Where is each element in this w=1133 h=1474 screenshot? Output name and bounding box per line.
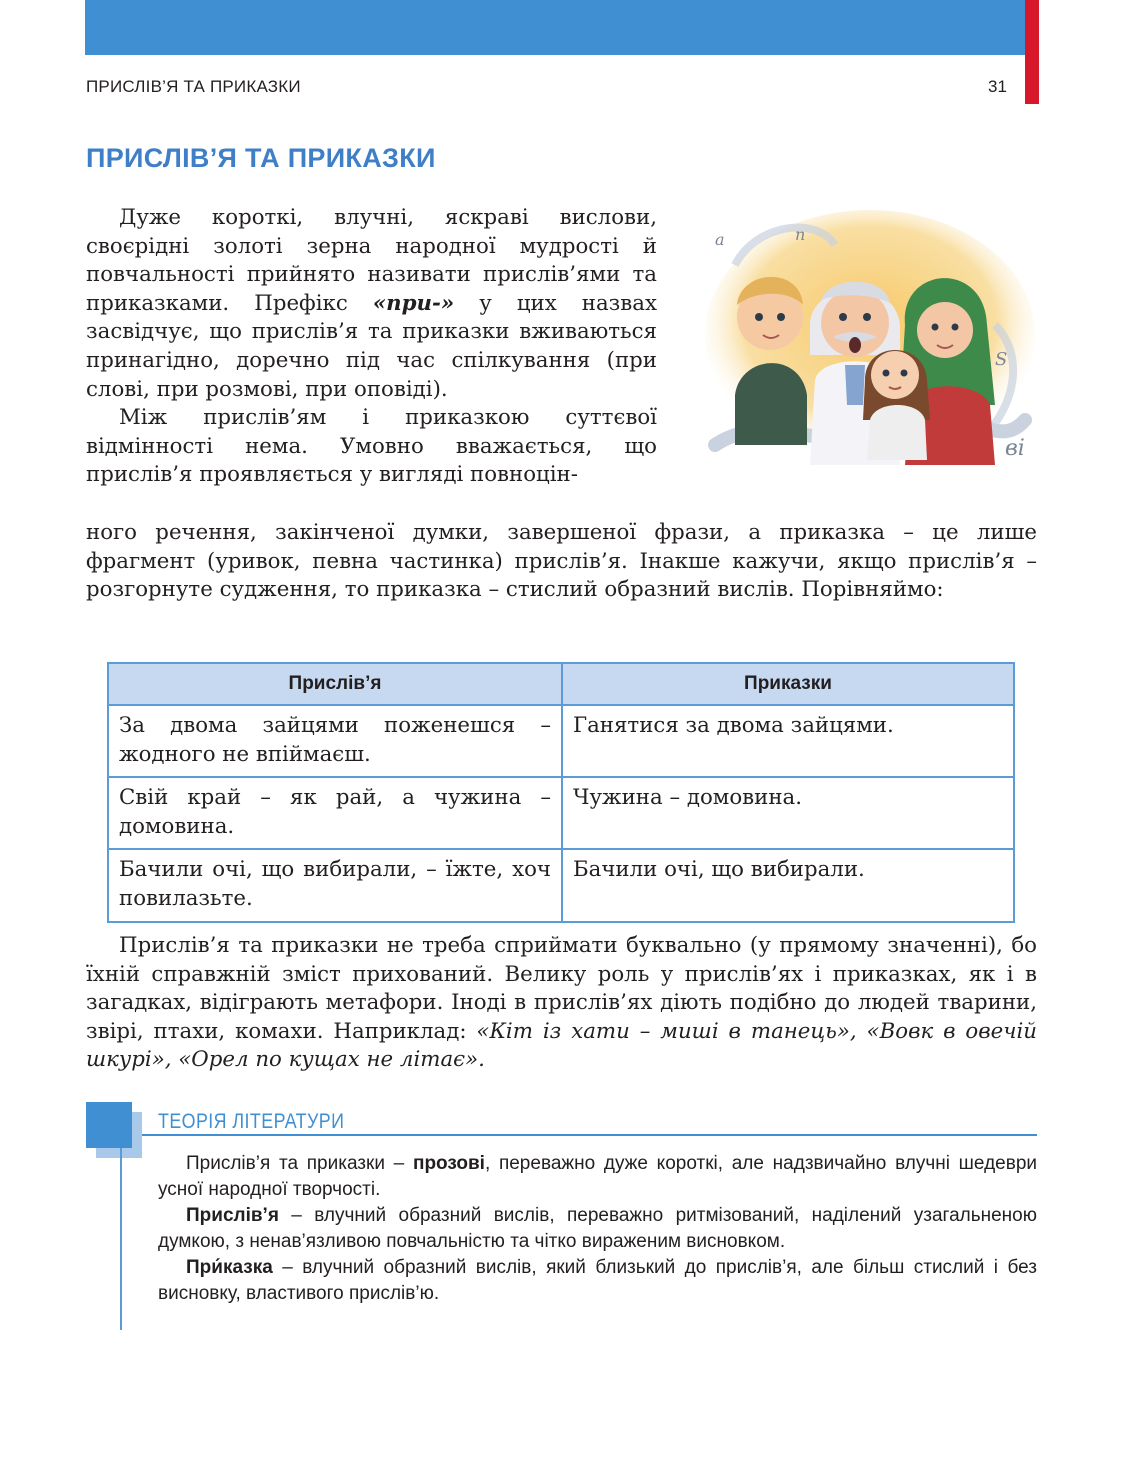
table-cell: Бачили очі, що вибирали, – їжте, хоч повилазьте. (108, 849, 562, 921)
table-cell: За двома зайцями поженешся – жодного не впіймаєш. (108, 705, 562, 777)
table-cell: Свій край – як рай, а чужина – домовина. (108, 777, 562, 849)
svg-text:п: п (795, 225, 806, 244)
intro-paragraph-2: Між прислів’ям і приказкою суттєвої відмінності нема. Умовно вважається, що прислів’я проявляється у вигляді повноцін- (86, 405, 657, 488)
page-number: 31 (988, 77, 1007, 96)
metaphor-text (86, 932, 1037, 1075)
svg-text:a: a (715, 230, 725, 249)
table-row (108, 705, 1014, 777)
term-prose: прозові (412, 1153, 485, 1174)
intro-paragraph-1: Дуже короткі, влучні, яскраві вислови, своєрідні золоті зерна народної мудрості й повчальності прийнято називати прислів’ями та приказками. Префікс «при-» у цих назвах засвідчує, що прислів’я та приказки вживаються принагідно, доречно під час спілкування (при слові, при розмові, при оповіді). (86, 205, 657, 402)
theory-marker (86, 1102, 132, 1148)
term-saying: При́казка (186, 1257, 273, 1278)
family-illustration (695, 205, 1040, 505)
table-cell: Чужина – домовина. (562, 777, 1014, 849)
running-title: ПРИСЛІВ’Я ТА ПРИКАЗКИ (86, 77, 301, 96)
prefix-term: «при-» (372, 290, 455, 316)
table-header-proverbs: Прислів’я (108, 663, 562, 705)
comparison-table (107, 662, 1015, 923)
theory-paragraph-2: Прислів’я – влучний образний вислів, переважно ритмізований, наділений узагальненою думкою, з ненав’язливою повчальністю та чітко вираженим висновком. (158, 1205, 1037, 1252)
table-header-sayings: Приказки (562, 663, 1014, 705)
metaphor-paragraph: Прислів’я та приказки не треба сприймати буквально (у прямому значенні), бо їхній справжній зміст прихований. Велику роль у прислів’ях і приказках, як і в загадках, відіграють метафори. Іноді в прислів’ях діють подібно до людей тварини, звірі, птахи, комахи. Наприклад: (86, 933, 1037, 1044)
theory-divider (142, 1134, 1037, 1136)
header-bar (85, 0, 1025, 55)
proverb-examples: «Кіт із хати – миші в танець», «Вовк в овечій шкурі», «Орел по кущах не літає». (86, 1018, 1037, 1073)
table-cell: Бачили очі, що вибирали. (562, 849, 1014, 921)
table-row (108, 849, 1014, 921)
svg-text:ві: ві (1005, 436, 1025, 461)
theory-side-line (120, 1148, 122, 1330)
table-header-row (108, 663, 1014, 705)
table-row (108, 777, 1014, 849)
theory-paragraph-3: При́казка – влучний образний вислів, який близький до прислів’я, але більш стислий і без висновку, властивого прислів’ю. (158, 1257, 1037, 1304)
intro-continuation: ного речення, закінченої думки, завершеної фрази, а приказка – це лише фрагмент (уривок, певна частинка) прислів’я. Інакше кажучи, якщо прислів’я – розгорнуте судження, то приказка – стислий образний вислів. Порівняймо: (86, 520, 1037, 603)
page-title: ПРИСЛІВ’Я ТА ПРИКАЗКИ (86, 143, 436, 173)
theory-heading: ТЕОРІЯ ЛІТЕРАТУРИ (158, 1110, 345, 1133)
intro-text (86, 204, 657, 490)
table-cell: Ганятися за двома зайцями. (562, 705, 1014, 777)
term-proverb: Прислів’я (186, 1205, 279, 1226)
theory-paragraph-1: Прислів’я та приказки – прозові, переважно дуже короткі, але надзвичайно влучні шедеври усної народної творчості. (158, 1153, 1038, 1200)
theory-box (158, 1151, 1037, 1307)
svg-text:S: S (995, 349, 1008, 370)
page-edge-marker (1025, 0, 1039, 104)
